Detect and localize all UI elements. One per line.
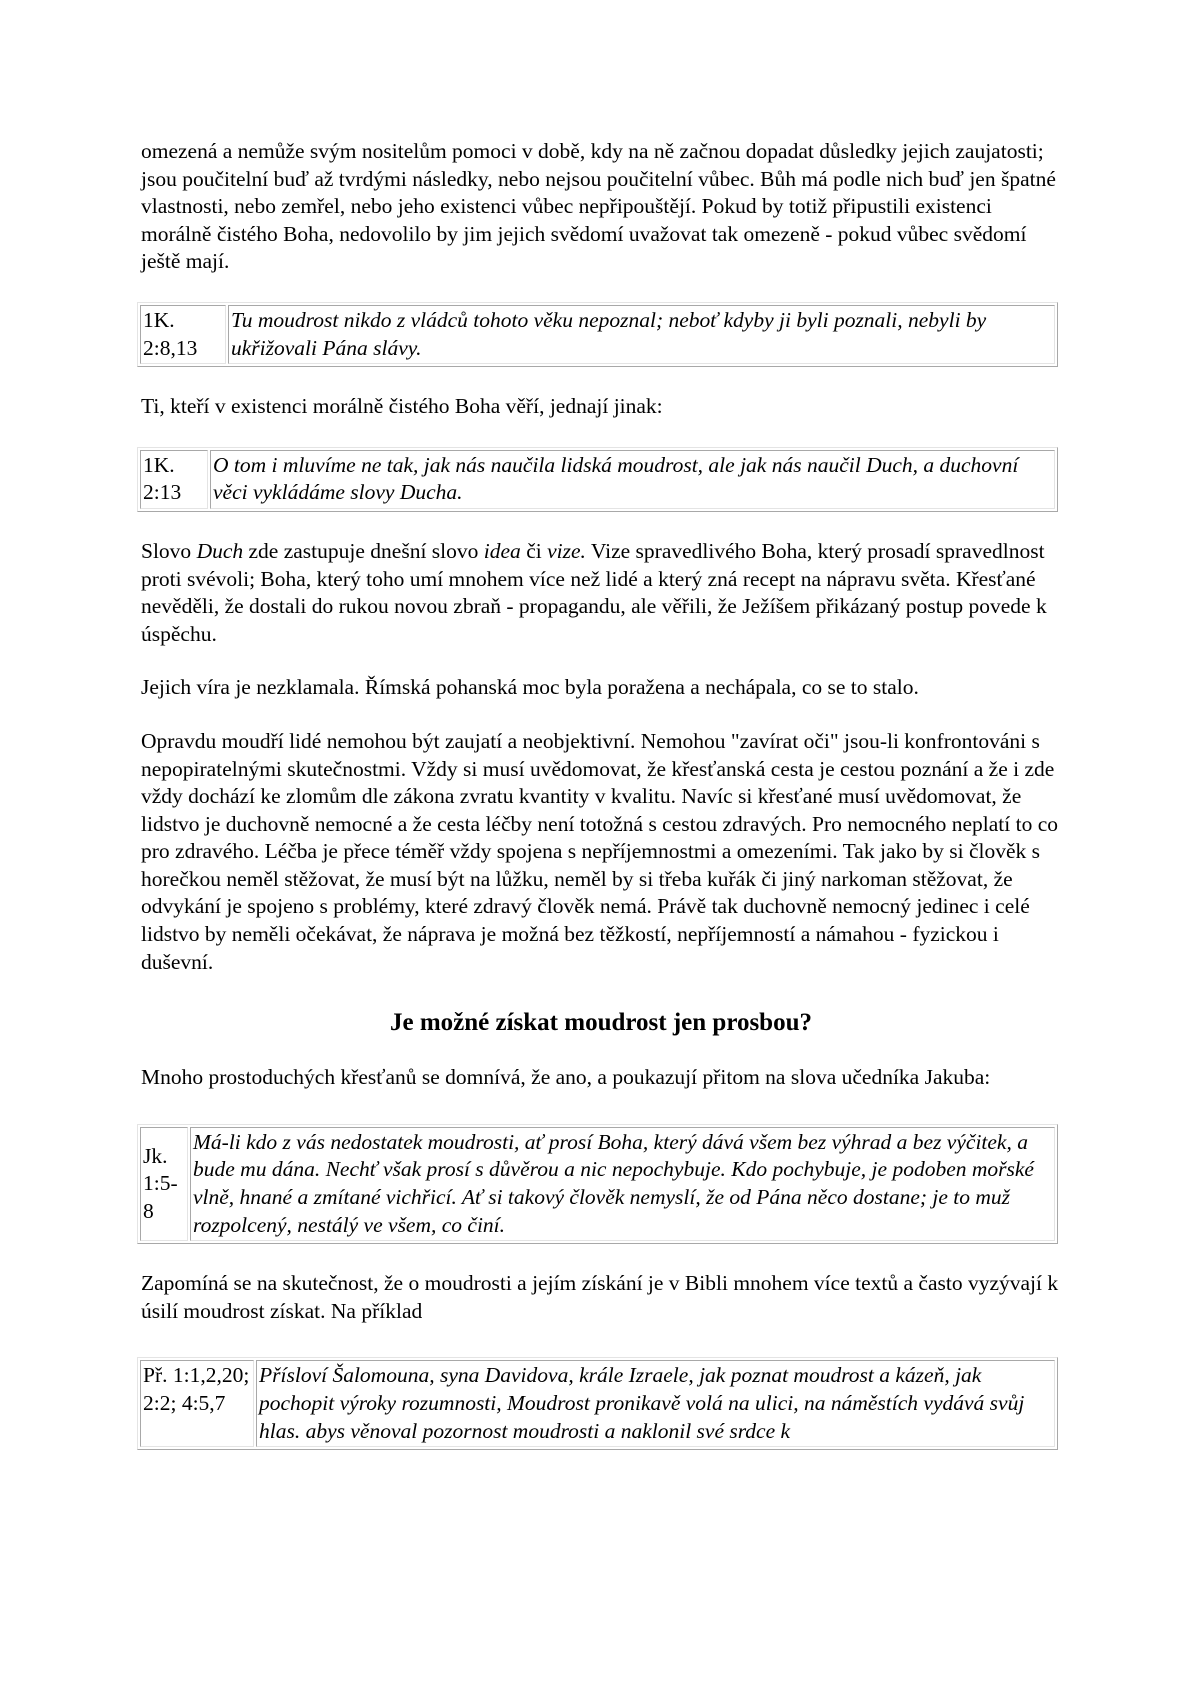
emphasis-vize: vize. <box>547 538 586 563</box>
paragraph-1: omezená a nemůže svým nositelům pomoci v době, kdy na ně začnou dopadat důsledky jejich zaujatosti; jsou poučitelní buď až tvrdými následky, nebo nejsou poučitelní vůbec. Bůh má podle nich buď jen špatné vlastnosti, nebo zemřel, nebo jeho existenci vůbec nepřipouštějí. Pokud by totiž připustili existenci morálně čistého Boha, nedovolilo by jim jejich svědomí uvažovat tak omezeně - pokud vůbec svědomí ještě mají. <box>141 139 1056 274</box>
text-run: Slovo <box>141 538 197 563</box>
section-heading: Je možné získat moudrost jen prosbou? <box>389 1009 812 1037</box>
quote-reference: Jk. 1:5-8 <box>140 1127 188 1241</box>
paragraph-5: Opravdu moudří lidé nemohou být zaujatí a neobjektivní. Nemohou "zavírat oči" jsou-li konfrontováni s nepopiratelnými skutečnostmi. Vždy si musí uvědomovat, že křesťanská cesta je cestou poznání a že i zde vždy dochází ke zlomům dle zákona zvratu kvantity v kvalitu. Navíc si křesťané musí uvědomovat, že lidstvo je duchovně nemocné a že cesta léčby není totožná s cestou zdravých. Pro nemocného neplatí to co pro zdravého. Léčba je přece téměř vždy spojena s nepříjemnostmi a omezeními. Tak jako by si člověk s horečkou neměl stěžovat, že musí být na lůžku, neměl by si třeba kuřák či jiný narkoman stěžovat, že odvykání je spojeno s problémy, které zdravý člověk nemá. Právě tak duchovně nemocný jedinec i celé lidstvo by neměli očekávat, že náprava je možná bez těžkostí, nepříjemností a námahou - fyzickou i duševní. <box>141 728 1059 974</box>
quote-reference: 1K. 2:13 <box>140 450 208 509</box>
bible-quote-3 <box>137 1124 1058 1244</box>
paragraph-4: Jejich víra je nezklamala. Římská pohanská moc byla poražena a nechápala, co se to stalo. <box>141 675 919 700</box>
quote-text: Má-li kdo z vás nedostatek moudrosti, ať prosí Boha, který dává všem bez výhrad a bez výčitek, a bude mu dána. Nechť však prosí s důvěrou a nic nepochybuje. Kdo pochybuje, je podoben mořské vlně, hnané a zmítané vichřicí. Ať si takový člověk nemyslí, že od Pána něco dostane; je to muž rozpolcený, nestálý ve všem, co činí. <box>190 1127 1055 1241</box>
quote-text: Přísloví Šalomouna, syna Davidova, krále Izraele, jak poznat moudrost a kázeň, jak pochopit výroky rozumnosti, Moudrost pronikavě volá na ulici, na náměstích vydává svůj hlas. abys věnoval pozornost moudrosti a naklonil své srdce k <box>256 1360 1055 1447</box>
quote-text: O tom i mluvíme ne tak, jak nás naučila lidská moudrost, ale jak nás naučil Duch, a duchovní věci vykládáme slovy Ducha. <box>210 450 1055 509</box>
text-run: či <box>520 538 548 563</box>
document-page <box>141 138 1061 1450</box>
paragraph-3 <box>141 538 1061 648</box>
bible-quote-2 <box>137 447 1058 512</box>
quote-reference: Př. 1:1,2,20; 2:2; 4:5,7 <box>140 1360 254 1447</box>
bible-quote-1 <box>137 302 1058 367</box>
quote-text: Tu moudrost nikdo z vládců tohoto věku nepoznal; neboť kdyby ji byli poznali, nebyli by ukřižovali Pána slávy. <box>228 305 1055 364</box>
paragraph-6: Mnoho prostoduchých křesťanů se domnívá, že ano, a poukazují přitom na slova učedníka Jakuba: <box>141 1065 991 1090</box>
emphasis-duch: Duch <box>196 538 244 563</box>
text-run: zde zastupuje dnešní slovo <box>243 538 484 563</box>
quote-reference: 1K. 2:8,13 <box>140 305 226 364</box>
bible-quote-4 <box>137 1357 1058 1450</box>
text-run: Vize spravedlivého Boha, který prosadí spravedlnost proti svévoli; Boha, který toho umí mnohem více než lidé a který zná recept na nápravu světa. Křesťané nevěděli, že dostali do rukou novou zbraň - propagandu, ale věřili, že Ježíšem přikázaný postup povede k úspěchu. <box>141 538 1047 646</box>
emphasis-idea: idea <box>483 538 521 563</box>
paragraph-2: Ti, kteří v existenci morálně čistého Boha věří, jednají jinak: <box>141 394 663 419</box>
paragraph-7: Zapomíná se na skutečnost, že o moudrosti a jejím získání je v Bibli mnohem více textů a často vyzývají k úsilí moudrost získat. Na příklad <box>141 1271 1059 1323</box>
